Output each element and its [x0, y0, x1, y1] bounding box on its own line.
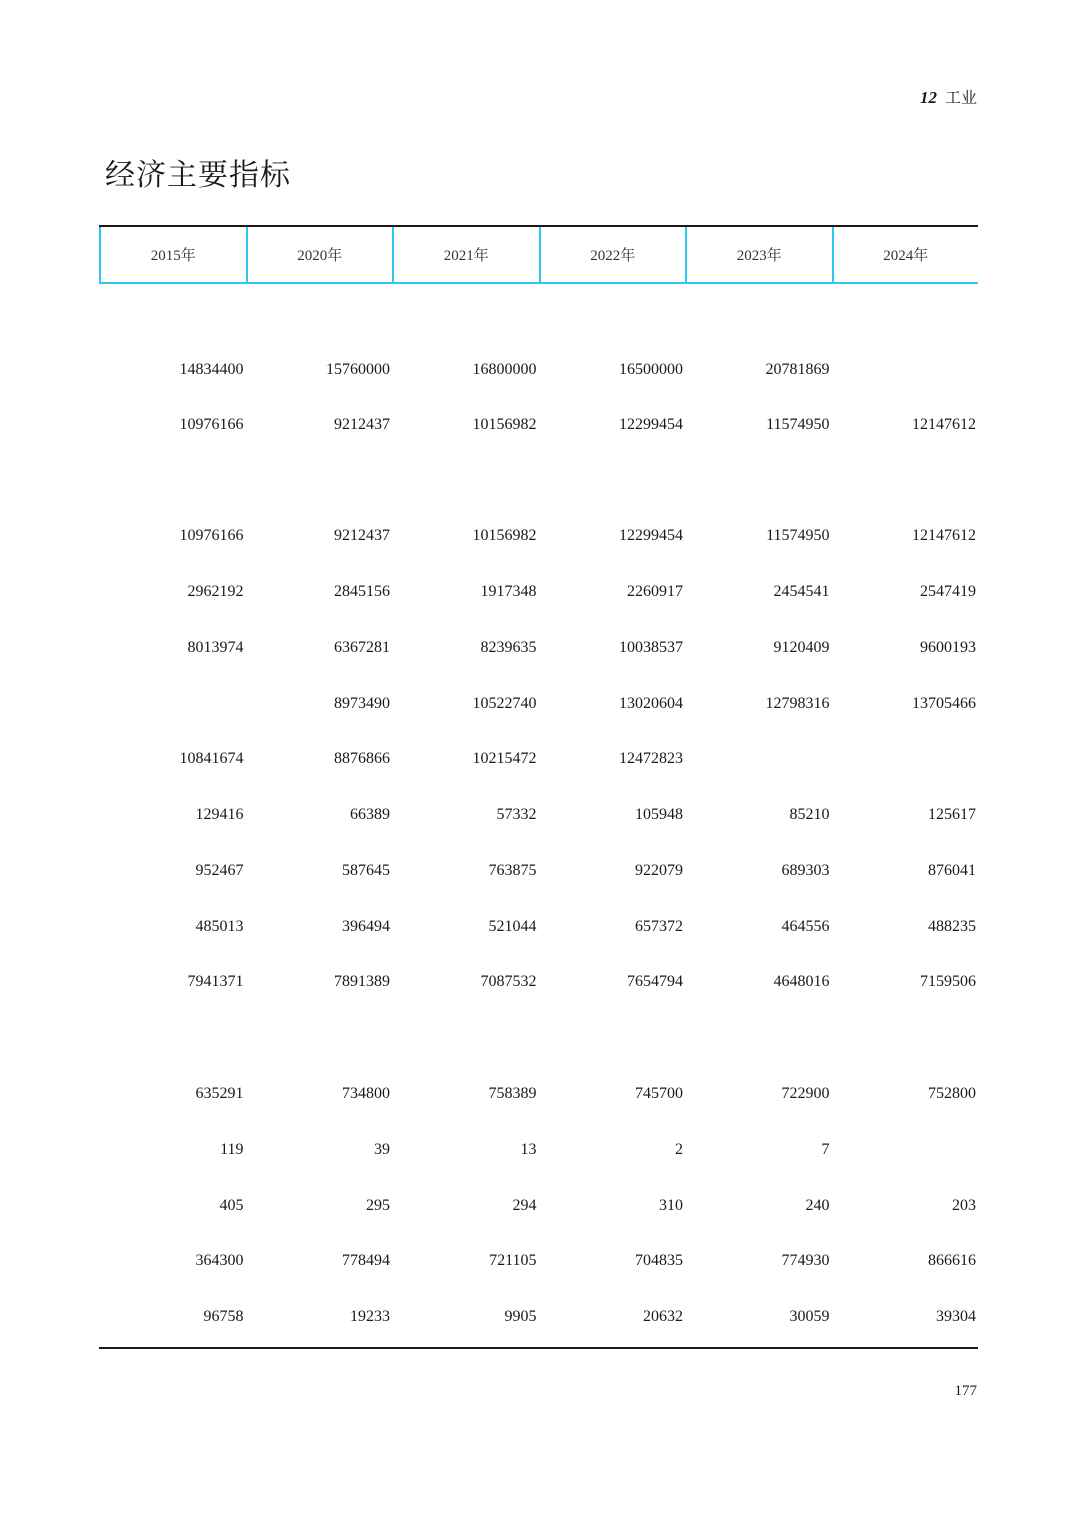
table-cell: 66389 — [350, 806, 390, 823]
table-row — [99, 1082, 978, 1106]
table-cell: 12147612 — [912, 527, 976, 544]
table-row — [99, 1305, 978, 1329]
table-cell: 16500000 — [619, 361, 683, 378]
table-cell: 295 — [366, 1197, 390, 1214]
chapter-name: 工业 — [944, 88, 977, 107]
table-cell: 689303 — [781, 862, 830, 879]
table-cell: 464556 — [781, 918, 830, 935]
table-cell: 7087532 — [480, 973, 537, 990]
table-cell: 10976166 — [179, 527, 244, 544]
table-cell: 125617 — [928, 806, 976, 823]
table-cell: 405 — [219, 1197, 244, 1214]
table-cell: 105948 — [635, 806, 683, 823]
table-cell: 396494 — [342, 918, 390, 935]
table-cell: 19233 — [350, 1308, 390, 1325]
table-cell: 4648016 — [773, 973, 830, 990]
table-cell: 129416 — [195, 806, 244, 823]
table-cell: 15760000 — [326, 361, 390, 378]
table-cell: 922079 — [635, 862, 683, 879]
column-header-2015: 2015年 — [99, 227, 246, 282]
table-row — [99, 859, 978, 883]
table-cell: 1917348 — [480, 583, 537, 600]
table-cell: 119 — [220, 1141, 244, 1158]
table-cell: 657372 — [635, 918, 683, 935]
table-cell: 12798316 — [765, 695, 830, 712]
table-cell: 9120409 — [773, 639, 830, 656]
table-cell: 13705466 — [912, 695, 976, 712]
table-cell — [832, 1138, 979, 1162]
column-header-2020: 2020年 — [246, 227, 393, 282]
table-row — [99, 747, 978, 771]
table-cell: 10976166 — [179, 416, 244, 433]
table-cell: 11574950 — [766, 527, 830, 544]
table-cell: 12299454 — [619, 416, 683, 433]
table-cell: 10215472 — [472, 750, 537, 767]
column-header-2023: 2023年 — [685, 227, 832, 282]
table-cell: 364300 — [195, 1252, 244, 1269]
column-header-2022: 2022年 — [539, 227, 686, 282]
table-cell: 39 — [374, 1141, 390, 1158]
table-cell: 203 — [952, 1197, 976, 1214]
table-cell: 763875 — [488, 862, 537, 879]
table-cell: 774930 — [781, 1252, 830, 1269]
table-cell: 704835 — [635, 1252, 683, 1269]
table-cell: 10522740 — [472, 695, 537, 712]
table-cell: 876041 — [928, 862, 976, 879]
table-cell: 11574950 — [766, 416, 830, 433]
chapter-label — [920, 85, 977, 108]
table-cell: 7941371 — [187, 973, 244, 990]
table-cell: 13 — [520, 1141, 537, 1158]
table-cell: 6367281 — [334, 639, 390, 656]
table-cell: 310 — [659, 1197, 683, 1214]
table-cell: 722900 — [781, 1085, 830, 1102]
table-cell: 2962192 — [187, 583, 244, 600]
table-cell: 12472823 — [619, 750, 683, 767]
table-row — [99, 1249, 978, 1273]
table-cell: 10156982 — [472, 527, 537, 544]
table-cell: 240 — [805, 1197, 830, 1214]
table-cell: 721105 — [489, 1252, 537, 1269]
table-cell: 8239635 — [480, 639, 537, 656]
table-row — [99, 580, 978, 604]
table-row — [99, 915, 978, 939]
table-cell: 587645 — [342, 862, 390, 879]
table-cell: 9905 — [504, 1308, 537, 1325]
column-header-2024: 2024年 — [832, 227, 979, 282]
table-row — [99, 636, 978, 660]
table-cell — [832, 747, 979, 771]
table-cell: 521044 — [488, 918, 537, 935]
table-cell: 778494 — [342, 1252, 390, 1269]
table-cell: 10841674 — [179, 750, 244, 767]
table-cell: 16800000 — [472, 361, 537, 378]
table-header — [99, 227, 978, 284]
table-cell: 7891389 — [334, 973, 390, 990]
table-cell: 2845156 — [334, 583, 390, 600]
table-cell: 12147612 — [912, 416, 976, 433]
table-cell: 294 — [512, 1197, 537, 1214]
table-cell: 7159506 — [920, 973, 976, 990]
table-cell: 30059 — [789, 1308, 830, 1325]
table-cell: 734800 — [342, 1085, 390, 1102]
table-cell: 39304 — [936, 1308, 976, 1325]
table-cell: 9212437 — [334, 416, 390, 433]
table-cell: 8876866 — [334, 750, 390, 767]
table-cell: 758389 — [488, 1085, 537, 1102]
table-cell: 10156982 — [472, 416, 537, 433]
table-cell: 485013 — [195, 918, 244, 935]
page-title: 经济主要指标 — [105, 158, 291, 193]
table-cell — [99, 692, 246, 716]
table-row — [99, 970, 978, 994]
table-row — [99, 413, 978, 437]
table-cell: 7654794 — [627, 973, 683, 990]
table-cell: 635291 — [195, 1085, 244, 1102]
page-number: 177 — [954, 1383, 977, 1399]
table-row — [99, 1138, 978, 1162]
table-cell: 9212437 — [334, 527, 390, 544]
table-row — [99, 524, 978, 548]
table-row — [99, 358, 978, 382]
table-cell: 85210 — [789, 806, 830, 823]
table-cell: 952467 — [195, 862, 244, 879]
table-row — [99, 1194, 978, 1218]
table-cell: 20781869 — [765, 361, 830, 378]
table-row — [99, 692, 978, 716]
table-cell — [685, 747, 832, 771]
table-cell: 14834400 — [179, 361, 244, 378]
table-row — [99, 803, 978, 827]
table-cell: 57332 — [496, 806, 537, 823]
table-cell: 7 — [821, 1141, 830, 1158]
table-cell: 2454541 — [773, 583, 830, 600]
column-header-2021: 2021年 — [392, 227, 539, 282]
chapter-number: 12 — [919, 88, 937, 107]
table-bottom-rule — [99, 1347, 978, 1349]
table-cell: 2547419 — [920, 583, 976, 600]
table-cell: 10038537 — [619, 639, 683, 656]
table-cell: 2260917 — [627, 583, 683, 600]
table-cell: 12299454 — [619, 527, 683, 544]
table-cell: 752800 — [928, 1085, 976, 1102]
table-cell: 96758 — [203, 1308, 244, 1325]
table-cell: 20632 — [643, 1308, 683, 1325]
table-cell: 2 — [675, 1141, 683, 1158]
table-cell — [832, 358, 979, 382]
table-cell: 488235 — [928, 918, 976, 935]
table-cell: 8973490 — [334, 695, 390, 712]
table-cell: 8013974 — [187, 639, 244, 656]
table-cell: 866616 — [928, 1252, 976, 1269]
table-cell: 13020604 — [619, 695, 683, 712]
table-cell: 745700 — [635, 1085, 683, 1102]
table-cell: 9600193 — [920, 639, 976, 656]
